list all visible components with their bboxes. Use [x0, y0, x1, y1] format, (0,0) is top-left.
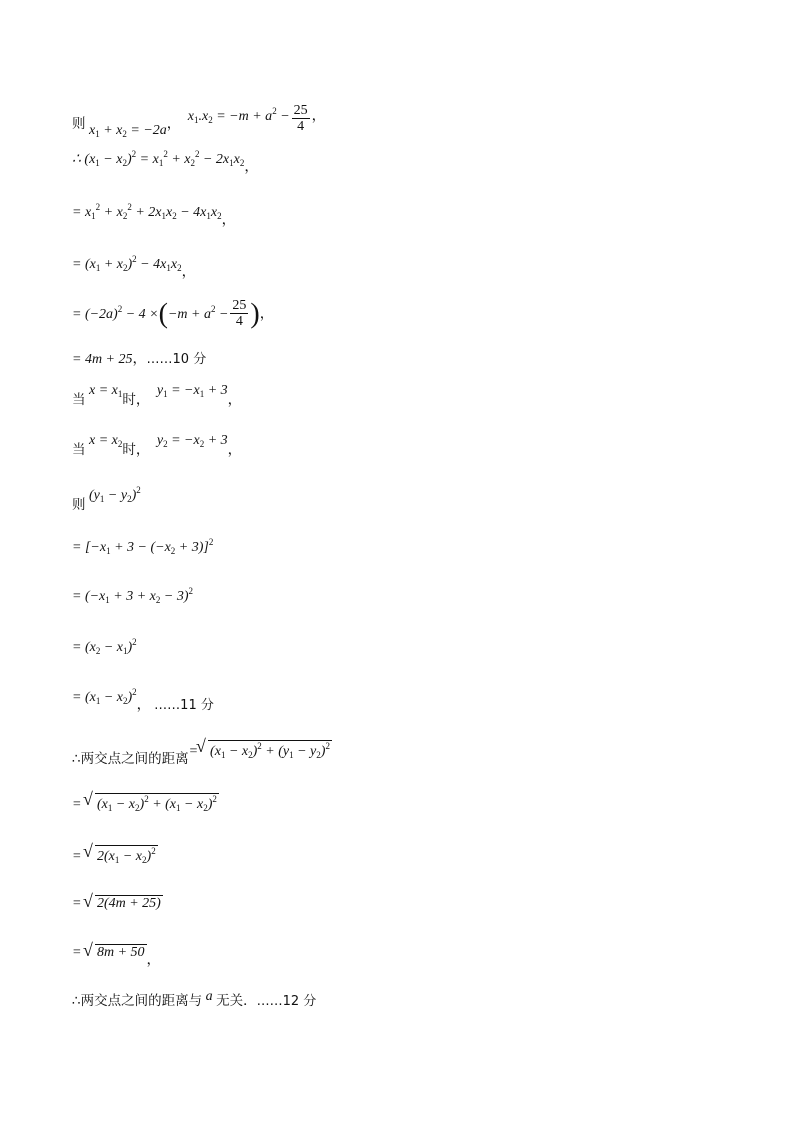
formula-line-12: = $(x_2 - x_1)^2$ [72, 637, 137, 656]
formula-line-16: = √ $2(x_1 - x_2)^2$ [72, 845, 158, 865]
formula-line-18: = √ 8m + 50， [72, 944, 161, 960]
formula-line-2: ∴ $(x_1 - x_2)^2 = x_1^2 + x_2^2 - 2x_1x_2$， [72, 149, 259, 175]
formula-line-6: = 4m + 25，……10 分 [72, 352, 207, 367]
formula-line-3: = $x_1^2 + x_2^2 + 2x_1x_2 - 4x_1x_2$， [72, 202, 236, 228]
formula-line-17: = √ 2(4m + 25) [72, 895, 163, 911]
score-10: ……10 分 [146, 352, 207, 367]
formula-line-11: = $(-x_1 + 3 + x_2 - 3)^2$ [72, 586, 193, 605]
formula-line-1: 则 $x_1 + x_2 = -2a$， $x_1.x_2 = -m + a^2$ − $\frac{25}{4}$ ， [72, 103, 326, 139]
formula-line-15: = √ $(x_1 - x_2)^2 + (x_1 - x_2)^2$ [72, 793, 219, 813]
formula-line-13: = $(x_1 - x_2)^2$， ……11 分 [72, 687, 214, 713]
formula-line-19: ∴两交点之间的距离与 a 无关．……12 分 [72, 989, 317, 1009]
formula-line-14: ∴两交点之间的距离=√ $(x_1 - x_2)^2 + (y_1 - y_2)^2$ [72, 740, 332, 760]
text-ze: 则 [72, 115, 86, 132]
formula-line-4: = $(x_1 + x_2)^2 - 4x_1x_2$， [72, 254, 196, 280]
score-11: ……11 分 [154, 698, 214, 713]
formula-line-8: 当 $x = x_2$时， $y_2 = -x_2 + 3$， [72, 433, 242, 458]
formula-line-7: 当 $x = x_1$时， $y_1 = -x_1 + 3$， [72, 383, 242, 408]
formula-line-10: = $[-x_1 + 3 - (-x_2 + 3)]^2$ [72, 537, 214, 556]
formula-line-9: 则 $(y_1 - y_2)^2$ [72, 485, 141, 513]
score-12: ……12 分 [256, 994, 317, 1009]
formula-line-5: = $(-2a)^2 - 4 \times(-m + a^2$ − $\frac{25}{4}$ )， [72, 298, 274, 330]
